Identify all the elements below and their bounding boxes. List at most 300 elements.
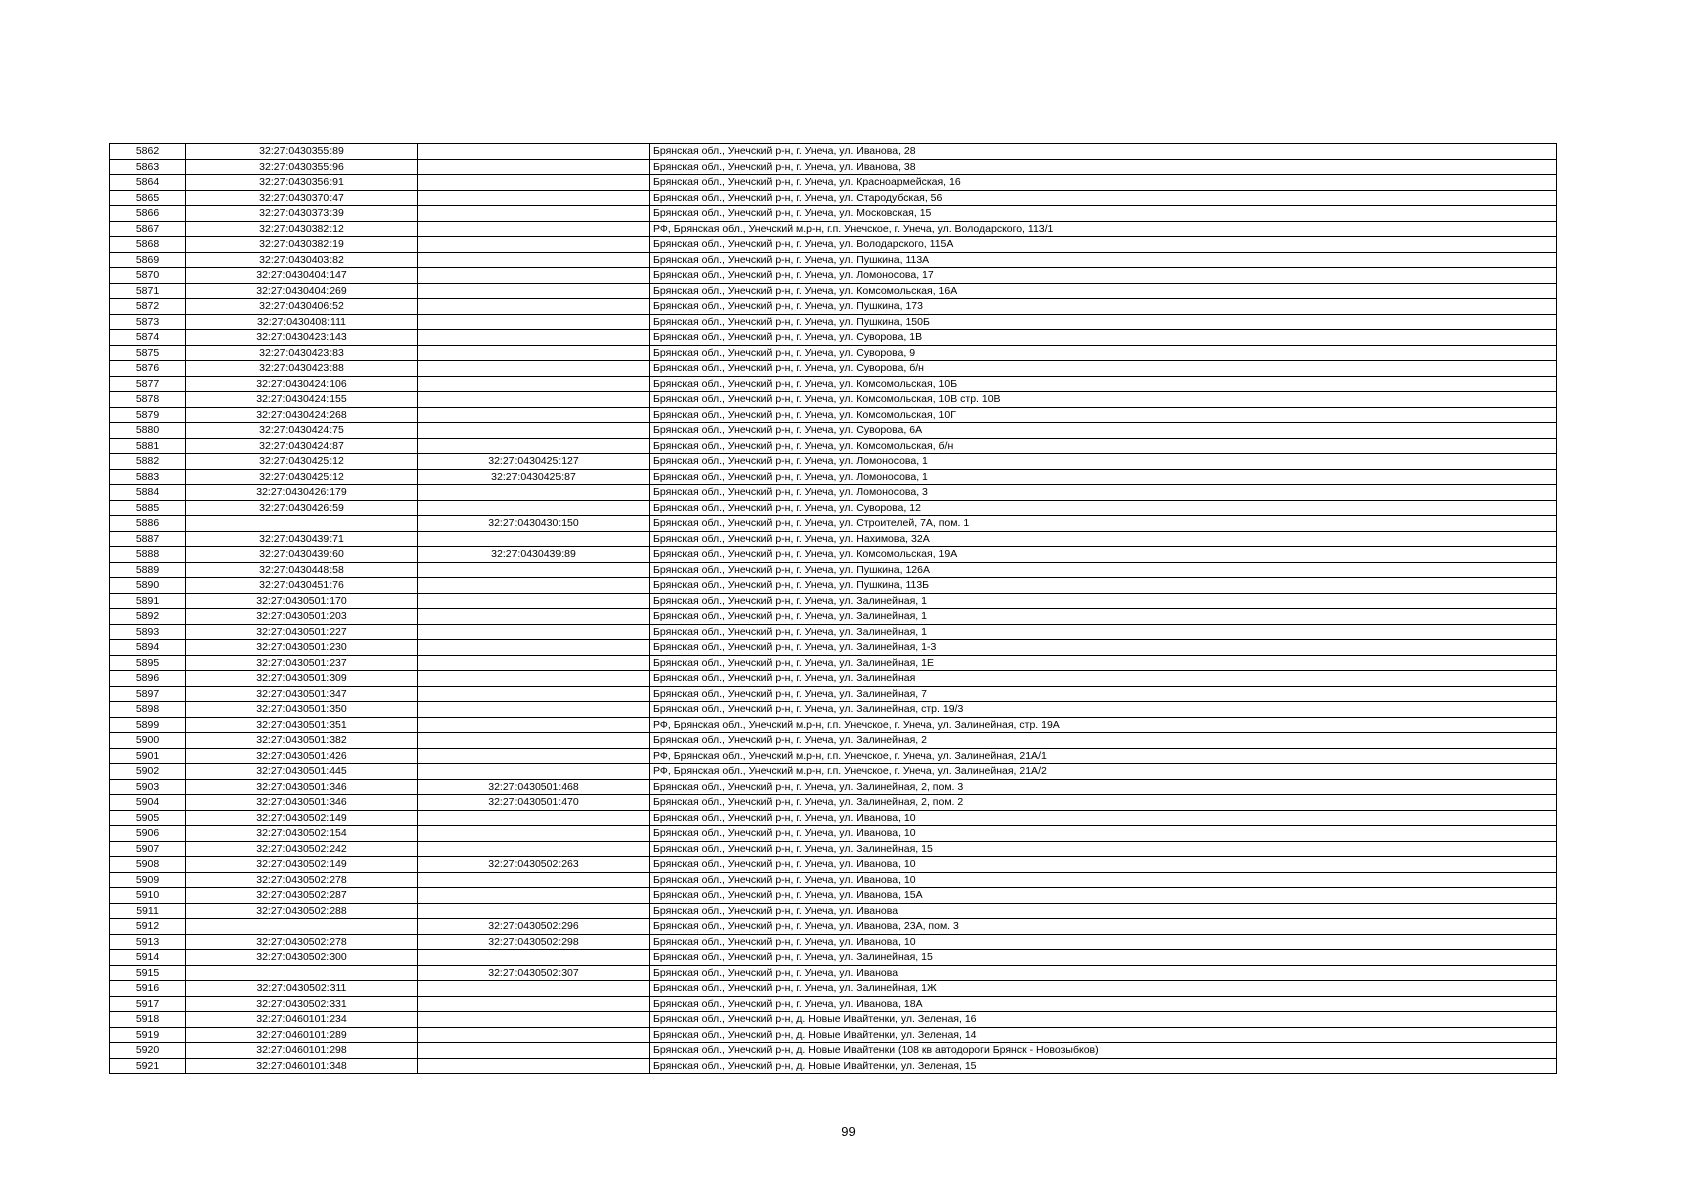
building-cadastral-cell — [418, 283, 650, 299]
row-number-cell: 5900 — [110, 733, 186, 749]
building-cadastral-cell — [418, 578, 650, 594]
table-row — [110, 981, 1557, 997]
table-row — [110, 531, 1557, 547]
table-row — [110, 950, 1557, 966]
land-cadastral-cell: 32:27:0430501:230 — [186, 640, 418, 656]
address-cell: Брянская обл., Унечский р-н, г. Унеча, ул. Залинейная, 1Ж — [650, 981, 1557, 997]
table-row — [110, 686, 1557, 702]
building-cadastral-cell: 32:27:0430439:89 — [418, 547, 650, 563]
building-cadastral-cell — [418, 562, 650, 578]
table-row — [110, 1043, 1557, 1059]
building-cadastral-cell — [418, 392, 650, 408]
land-cadastral-cell: 32:27:0430502:288 — [186, 903, 418, 919]
table-row — [110, 423, 1557, 439]
row-number-cell: 5897 — [110, 686, 186, 702]
land-cadastral-cell: 32:27:0430439:60 — [186, 547, 418, 563]
row-number-cell: 5863 — [110, 159, 186, 175]
address-cell: РФ, Брянская обл., Унечский м.р-н, г.п. Унечское, г. Унеча, ул. Залинейная, 21А/2 — [650, 764, 1557, 780]
address-cell: Брянская обл., Унечский р-н, г. Унеча, ул. Залинейная, 1 — [650, 624, 1557, 640]
row-number-cell: 5916 — [110, 981, 186, 997]
row-number-cell: 5892 — [110, 609, 186, 625]
address-cell: Брянская обл., Унечский р-н, г. Унеча, ул. Суворова, 1В — [650, 330, 1557, 346]
table-row — [110, 562, 1557, 578]
building-cadastral-cell — [418, 206, 650, 222]
land-cadastral-cell: 32:27:0430404:269 — [186, 283, 418, 299]
table-row — [110, 640, 1557, 656]
table-row — [110, 268, 1557, 284]
property-table-body — [110, 144, 1557, 1074]
table-row — [110, 361, 1557, 377]
land-cadastral-cell: 32:27:0430501:309 — [186, 671, 418, 687]
table-row — [110, 438, 1557, 454]
table-row — [110, 764, 1557, 780]
building-cadastral-cell — [418, 268, 650, 284]
land-cadastral-cell: 32:27:0430502:278 — [186, 872, 418, 888]
address-cell: РФ, Брянская обл., Унечский м.р-н, г.п. Унечское, г. Унеча, ул. Володарского, 113/1 — [650, 221, 1557, 237]
land-cadastral-cell: 32:27:0430370:47 — [186, 190, 418, 206]
building-cadastral-cell: 32:27:0430425:87 — [418, 469, 650, 485]
table-row — [110, 624, 1557, 640]
building-cadastral-cell — [418, 996, 650, 1012]
row-number-cell: 5901 — [110, 748, 186, 764]
table-row — [110, 190, 1557, 206]
building-cadastral-cell: 32:27:0430425:127 — [418, 454, 650, 470]
table-row — [110, 516, 1557, 532]
row-number-cell: 5873 — [110, 314, 186, 330]
building-cadastral-cell — [418, 950, 650, 966]
table-row — [110, 671, 1557, 687]
building-cadastral-cell — [418, 221, 650, 237]
table-row — [110, 593, 1557, 609]
building-cadastral-cell — [418, 748, 650, 764]
address-cell: РФ, Брянская обл., Унечский м.р-н, г.п. Унечское, г. Унеча, ул. Залинейная, стр. 19А — [650, 717, 1557, 733]
table-row — [110, 810, 1557, 826]
address-cell: Брянская обл., Унечский р-н, г. Унеча, ул. Комсомольская, 16А — [650, 283, 1557, 299]
address-cell: Брянская обл., Унечский р-н, г. Унеча, ул. Залинейная, 1 — [650, 609, 1557, 625]
row-number-cell: 5885 — [110, 500, 186, 516]
land-cadastral-cell: 32:27:0430355:96 — [186, 159, 418, 175]
building-cadastral-cell: 32:27:0430501:470 — [418, 795, 650, 811]
address-cell: Брянская обл., Унечский р-н, г. Унеча, ул. Ломоносова, 1 — [650, 454, 1557, 470]
address-cell: Брянская обл., Унечский р-н, г. Унеча, ул. Ломоносова, 1 — [650, 469, 1557, 485]
land-cadastral-cell: 32:27:0430501:350 — [186, 702, 418, 718]
building-cadastral-cell: 32:27:0430502:263 — [418, 857, 650, 873]
row-number-cell: 5906 — [110, 826, 186, 842]
address-cell: Брянская обл., Унечский р-н, г. Унеча, ул. Залинейная, 1Е — [650, 655, 1557, 671]
land-cadastral-cell: 32:27:0430425:12 — [186, 454, 418, 470]
table-row — [110, 1012, 1557, 1028]
land-cadastral-cell: 32:27:0430424:155 — [186, 392, 418, 408]
address-cell: Брянская обл., Унечский р-н, г. Унеча, ул. Комсомольская, 10В стр. 10В — [650, 392, 1557, 408]
row-number-cell: 5905 — [110, 810, 186, 826]
address-cell: Брянская обл., Унечский р-н, г. Унеча, ул. Иванова, 23А, пом. 3 — [650, 919, 1557, 935]
row-number-cell: 5874 — [110, 330, 186, 346]
row-number-cell: 5867 — [110, 221, 186, 237]
building-cadastral-cell — [418, 299, 650, 315]
building-cadastral-cell — [418, 144, 650, 160]
table-row — [110, 547, 1557, 563]
row-number-cell: 5884 — [110, 485, 186, 501]
row-number-cell: 5864 — [110, 175, 186, 191]
land-cadastral-cell: 32:27:0430423:143 — [186, 330, 418, 346]
table-row — [110, 1027, 1557, 1043]
building-cadastral-cell — [418, 500, 650, 516]
table-row — [110, 237, 1557, 253]
land-cadastral-cell: 32:27:0430502:331 — [186, 996, 418, 1012]
row-number-cell: 5878 — [110, 392, 186, 408]
building-cadastral-cell — [418, 702, 650, 718]
table-row — [110, 872, 1557, 888]
building-cadastral-cell — [418, 841, 650, 857]
address-cell: Брянская обл., Унечский р-н, г. Унеча, ул. Суворова, 12 — [650, 500, 1557, 516]
page-number: 99 — [841, 1124, 856, 1139]
land-cadastral-cell: 32:27:0430502:242 — [186, 841, 418, 857]
land-cadastral-cell: 32:27:0430406:52 — [186, 299, 418, 315]
address-cell: Брянская обл., Унечский р-н, г. Унеча, ул. Стародубская, 56 — [650, 190, 1557, 206]
address-cell: Брянская обл., Унечский р-н, г. Унеча, ул. Залинейная, 2, пом. 2 — [650, 795, 1557, 811]
land-cadastral-cell: 32:27:0430408:111 — [186, 314, 418, 330]
land-cadastral-cell: 32:27:0460101:289 — [186, 1027, 418, 1043]
table-row — [110, 826, 1557, 842]
land-cadastral-cell: 32:27:0430501:351 — [186, 717, 418, 733]
table-row — [110, 299, 1557, 315]
building-cadastral-cell — [418, 407, 650, 423]
building-cadastral-cell — [418, 175, 650, 191]
row-number-cell: 5877 — [110, 376, 186, 392]
building-cadastral-cell — [418, 361, 650, 377]
land-cadastral-cell: 32:27:0430502:149 — [186, 857, 418, 873]
address-cell: Брянская обл., Унечский р-н, д. Новые Ивайтенки, ул. Зеленая, 16 — [650, 1012, 1557, 1028]
row-number-cell: 5875 — [110, 345, 186, 361]
row-number-cell: 5915 — [110, 965, 186, 981]
building-cadastral-cell — [418, 624, 650, 640]
row-number-cell: 5865 — [110, 190, 186, 206]
address-cell: Брянская обл., Унечский р-н, г. Унеча, ул. Московская, 15 — [650, 206, 1557, 222]
building-cadastral-cell — [418, 655, 650, 671]
row-number-cell: 5902 — [110, 764, 186, 780]
row-number-cell: 5913 — [110, 934, 186, 950]
address-cell: Брянская обл., Унечский р-н, г. Унеча, ул. Залинейная, 15 — [650, 841, 1557, 857]
address-cell: Брянская обл., Унечский р-н, г. Унеча, ул. Иванова, 38 — [650, 159, 1557, 175]
address-cell: Брянская обл., Унечский р-н, г. Унеча, ул. Иванова, 10 — [650, 810, 1557, 826]
row-number-cell: 5918 — [110, 1012, 186, 1028]
table-row — [110, 469, 1557, 485]
building-cadastral-cell — [418, 190, 650, 206]
land-cadastral-cell — [186, 516, 418, 532]
address-cell: Брянская обл., Унечский р-н, д. Новые Ивайтенки (108 кв автодороги Брянск - Новозыбков) — [650, 1043, 1557, 1059]
table-row — [110, 609, 1557, 625]
building-cadastral-cell — [418, 872, 650, 888]
land-cadastral-cell: 32:27:0430501:346 — [186, 779, 418, 795]
address-cell: Брянская обл., Унечский р-н, г. Унеча, ул. Иванова — [650, 965, 1557, 981]
address-cell: Брянская обл., Унечский р-н, г. Унеча, ул. Комсомольская, 10Б — [650, 376, 1557, 392]
land-cadastral-cell: 32:27:0430423:88 — [186, 361, 418, 377]
address-cell: Брянская обл., Унечский р-н, г. Унеча, ул. Суворова, 6А — [650, 423, 1557, 439]
row-number-cell: 5904 — [110, 795, 186, 811]
building-cadastral-cell — [418, 330, 650, 346]
table-row — [110, 252, 1557, 268]
row-number-cell: 5870 — [110, 268, 186, 284]
table-row — [110, 702, 1557, 718]
building-cadastral-cell — [418, 485, 650, 501]
row-number-cell: 5871 — [110, 283, 186, 299]
row-number-cell: 5908 — [110, 857, 186, 873]
table-row — [110, 144, 1557, 160]
address-cell: Брянская обл., Унечский р-н, г. Унеча, ул. Комсомольская, б/н — [650, 438, 1557, 454]
table-row — [110, 206, 1557, 222]
table-row — [110, 330, 1557, 346]
land-cadastral-cell: 32:27:0430424:87 — [186, 438, 418, 454]
row-number-cell: 5910 — [110, 888, 186, 904]
row-number-cell: 5886 — [110, 516, 186, 532]
table-row — [110, 407, 1557, 423]
address-cell: Брянская обл., Унечский р-н, г. Унеча, ул. Иванова, 28 — [650, 144, 1557, 160]
building-cadastral-cell — [418, 314, 650, 330]
address-cell: РФ, Брянская обл., Унечский м.р-н, г.п. Унечское, г. Унеча, ул. Залинейная, 21А/1 — [650, 748, 1557, 764]
building-cadastral-cell — [418, 423, 650, 439]
address-cell: Брянская обл., Унечский р-н, г. Унеча, ул. Залинейная, 1-3 — [650, 640, 1557, 656]
row-number-cell: 5921 — [110, 1058, 186, 1074]
land-cadastral-cell: 32:27:0430403:82 — [186, 252, 418, 268]
building-cadastral-cell — [418, 159, 650, 175]
address-cell: Брянская обл., Унечский р-н, г. Унеча, ул. Ломоносова, 17 — [650, 268, 1557, 284]
property-table — [109, 143, 1557, 1074]
table-row — [110, 485, 1557, 501]
building-cadastral-cell — [418, 810, 650, 826]
building-cadastral-cell: 32:27:0430502:307 — [418, 965, 650, 981]
address-cell: Брянская обл., Унечский р-н, г. Унеча, ул. Иванова, 10 — [650, 872, 1557, 888]
table-row — [110, 965, 1557, 981]
address-cell: Брянская обл., Унечский р-н, г. Унеча, ул. Володарского, 115А — [650, 237, 1557, 253]
land-cadastral-cell: 32:27:0430424:268 — [186, 407, 418, 423]
land-cadastral-cell: 32:27:0430425:12 — [186, 469, 418, 485]
table-row — [110, 748, 1557, 764]
address-cell: Брянская обл., Унечский р-н, г. Унеча, ул. Иванова, 18А — [650, 996, 1557, 1012]
row-number-cell: 5890 — [110, 578, 186, 594]
land-cadastral-cell: 32:27:0430426:59 — [186, 500, 418, 516]
building-cadastral-cell — [418, 981, 650, 997]
address-cell: Брянская обл., Унечский р-н, г. Унеча, ул. Залинейная — [650, 671, 1557, 687]
table-row — [110, 996, 1557, 1012]
building-cadastral-cell — [418, 609, 650, 625]
land-cadastral-cell — [186, 965, 418, 981]
address-cell: Брянская обл., Унечский р-н, г. Унеча, ул. Иванова — [650, 903, 1557, 919]
land-cadastral-cell: 32:27:0430382:19 — [186, 237, 418, 253]
land-cadastral-cell: 32:27:0430501:237 — [186, 655, 418, 671]
table-row — [110, 314, 1557, 330]
building-cadastral-cell — [418, 1058, 650, 1074]
row-number-cell: 5872 — [110, 299, 186, 315]
land-cadastral-cell: 32:27:0430501:227 — [186, 624, 418, 640]
building-cadastral-cell — [418, 764, 650, 780]
land-cadastral-cell: 32:27:0460101:298 — [186, 1043, 418, 1059]
address-cell: Брянская обл., Унечский р-н, г. Унеча, ул. Комсомольская, 10Г — [650, 407, 1557, 423]
address-cell: Брянская обл., Унечский р-н, г. Унеча, ул. Пушкина, 126А — [650, 562, 1557, 578]
row-number-cell: 5889 — [110, 562, 186, 578]
table-row — [110, 717, 1557, 733]
row-number-cell: 5903 — [110, 779, 186, 795]
row-number-cell: 5880 — [110, 423, 186, 439]
land-cadastral-cell: 32:27:0460101:348 — [186, 1058, 418, 1074]
row-number-cell: 5879 — [110, 407, 186, 423]
table-row — [110, 578, 1557, 594]
address-cell: Брянская обл., Унечский р-н, г. Унеча, ул. Красноармейская, 16 — [650, 175, 1557, 191]
land-cadastral-cell: 32:27:0430424:75 — [186, 423, 418, 439]
table-row — [110, 175, 1557, 191]
table-row — [110, 376, 1557, 392]
land-cadastral-cell: 32:27:0430424:106 — [186, 376, 418, 392]
land-cadastral-cell: 32:27:0430355:89 — [186, 144, 418, 160]
address-cell: Брянская обл., Унечский р-н, г. Унеча, ул. Пушкина, 150Б — [650, 314, 1557, 330]
table-row — [110, 857, 1557, 873]
address-cell: Брянская обл., Унечский р-н, г. Унеча, ул. Залинейная, стр. 19/3 — [650, 702, 1557, 718]
building-cadastral-cell — [418, 345, 650, 361]
land-cadastral-cell: 32:27:0430382:12 — [186, 221, 418, 237]
address-cell: Брянская обл., Унечский р-н, г. Унеча, ул. Залинейная, 2 — [650, 733, 1557, 749]
land-cadastral-cell: 32:27:0430373:39 — [186, 206, 418, 222]
land-cadastral-cell: 32:27:0430448:58 — [186, 562, 418, 578]
table-row — [110, 221, 1557, 237]
row-number-cell: 5912 — [110, 919, 186, 935]
building-cadastral-cell — [418, 888, 650, 904]
row-number-cell: 5895 — [110, 655, 186, 671]
land-cadastral-cell: 32:27:0430501:445 — [186, 764, 418, 780]
building-cadastral-cell — [418, 1043, 650, 1059]
building-cadastral-cell — [418, 717, 650, 733]
table-row — [110, 733, 1557, 749]
land-cadastral-cell: 32:27:0430502:300 — [186, 950, 418, 966]
building-cadastral-cell — [418, 531, 650, 547]
address-cell: Брянская обл., Унечский р-н, г. Унеча, ул. Иванова, 15А — [650, 888, 1557, 904]
building-cadastral-cell — [418, 1027, 650, 1043]
address-cell: Брянская обл., Унечский р-н, г. Унеча, ул. Иванова, 10 — [650, 857, 1557, 873]
table-row — [110, 903, 1557, 919]
row-number-cell: 5917 — [110, 996, 186, 1012]
land-cadastral-cell: 32:27:0430404:147 — [186, 268, 418, 284]
building-cadastral-cell: 32:27:0430430:150 — [418, 516, 650, 532]
table-row — [110, 345, 1557, 361]
row-number-cell: 5883 — [110, 469, 186, 485]
building-cadastral-cell — [418, 903, 650, 919]
row-number-cell: 5876 — [110, 361, 186, 377]
row-number-cell: 5911 — [110, 903, 186, 919]
row-number-cell: 5894 — [110, 640, 186, 656]
building-cadastral-cell — [418, 1012, 650, 1028]
table-row — [110, 392, 1557, 408]
land-cadastral-cell — [186, 919, 418, 935]
row-number-cell: 5882 — [110, 454, 186, 470]
building-cadastral-cell — [418, 671, 650, 687]
table-row — [110, 934, 1557, 950]
table-row — [110, 841, 1557, 857]
land-cadastral-cell: 32:27:0430501:346 — [186, 795, 418, 811]
row-number-cell: 5862 — [110, 144, 186, 160]
building-cadastral-cell: 32:27:0430502:296 — [418, 919, 650, 935]
row-number-cell: 5888 — [110, 547, 186, 563]
land-cadastral-cell: 32:27:0430356:91 — [186, 175, 418, 191]
table-row — [110, 500, 1557, 516]
building-cadastral-cell: 32:27:0430501:468 — [418, 779, 650, 795]
address-cell: Брянская обл., Унечский р-н, г. Унеча, ул. Строителей, 7А, пом. 1 — [650, 516, 1557, 532]
land-cadastral-cell: 32:27:0430501:170 — [186, 593, 418, 609]
address-cell: Брянская обл., Унечский р-н, г. Унеча, ул. Ломоносова, 3 — [650, 485, 1557, 501]
land-cadastral-cell: 32:27:0430501:426 — [186, 748, 418, 764]
table-row — [110, 919, 1557, 935]
address-cell: Брянская обл., Унечский р-н, г. Унеча, ул. Залинейная, 15 — [650, 950, 1557, 966]
building-cadastral-cell — [418, 376, 650, 392]
building-cadastral-cell — [418, 237, 650, 253]
land-cadastral-cell: 32:27:0430501:382 — [186, 733, 418, 749]
building-cadastral-cell — [418, 252, 650, 268]
land-cadastral-cell: 32:27:0460101:234 — [186, 1012, 418, 1028]
table-row — [110, 795, 1557, 811]
land-cadastral-cell: 32:27:0430451:76 — [186, 578, 418, 594]
address-cell: Брянская обл., Унечский р-н, г. Унеча, ул. Суворова, б/н — [650, 361, 1557, 377]
row-number-cell: 5866 — [110, 206, 186, 222]
row-number-cell: 5881 — [110, 438, 186, 454]
address-cell: Брянская обл., Унечский р-н, д. Новые Ивайтенки, ул. Зеленая, 14 — [650, 1027, 1557, 1043]
row-number-cell: 5919 — [110, 1027, 186, 1043]
table-row — [110, 159, 1557, 175]
land-cadastral-cell: 32:27:0430501:347 — [186, 686, 418, 702]
row-number-cell: 5887 — [110, 531, 186, 547]
table-row — [110, 454, 1557, 470]
row-number-cell: 5898 — [110, 702, 186, 718]
table-row — [110, 655, 1557, 671]
land-cadastral-cell: 32:27:0430502:287 — [186, 888, 418, 904]
land-cadastral-cell: 32:27:0430502:311 — [186, 981, 418, 997]
row-number-cell: 5914 — [110, 950, 186, 966]
land-cadastral-cell: 32:27:0430439:71 — [186, 531, 418, 547]
row-number-cell: 5907 — [110, 841, 186, 857]
address-cell: Брянская обл., Унечский р-н, г. Унеча, ул. Пушкина, 113Б — [650, 578, 1557, 594]
building-cadastral-cell — [418, 438, 650, 454]
land-cadastral-cell: 32:27:0430502:154 — [186, 826, 418, 842]
address-cell: Брянская обл., Унечский р-н, г. Унеча, ул. Залинейная, 2, пом. 3 — [650, 779, 1557, 795]
row-number-cell: 5891 — [110, 593, 186, 609]
row-number-cell: 5920 — [110, 1043, 186, 1059]
building-cadastral-cell: 32:27:0430502:298 — [418, 934, 650, 950]
address-cell: Брянская обл., Унечский р-н, г. Унеча, ул. Пушкина, 173 — [650, 299, 1557, 315]
row-number-cell: 5893 — [110, 624, 186, 640]
address-cell: Брянская обл., Унечский р-н, г. Унеча, ул. Залинейная, 1 — [650, 593, 1557, 609]
table-row — [110, 888, 1557, 904]
row-number-cell: 5868 — [110, 237, 186, 253]
address-cell: Брянская обл., Унечский р-н, г. Унеча, ул. Нахимова, 32А — [650, 531, 1557, 547]
table-row — [110, 283, 1557, 299]
land-cadastral-cell: 32:27:0430426:179 — [186, 485, 418, 501]
row-number-cell: 5909 — [110, 872, 186, 888]
land-cadastral-cell: 32:27:0430423:83 — [186, 345, 418, 361]
building-cadastral-cell — [418, 733, 650, 749]
row-number-cell: 5896 — [110, 671, 186, 687]
building-cadastral-cell — [418, 640, 650, 656]
building-cadastral-cell — [418, 826, 650, 842]
building-cadastral-cell — [418, 686, 650, 702]
address-cell: Брянская обл., Унечский р-н, г. Унеча, ул. Пушкина, 113А — [650, 252, 1557, 268]
table-row — [110, 779, 1557, 795]
land-cadastral-cell: 32:27:0430502:278 — [186, 934, 418, 950]
address-cell: Брянская обл., Унечский р-н, г. Унеча, ул. Комсомольская, 19А — [650, 547, 1557, 563]
land-cadastral-cell: 32:27:0430502:149 — [186, 810, 418, 826]
row-number-cell: 5899 — [110, 717, 186, 733]
address-cell: Брянская обл., Унечский р-н, г. Унеча, ул. Иванова, 10 — [650, 826, 1557, 842]
address-cell: Брянская обл., Унечский р-н, г. Унеча, ул. Иванова, 10 — [650, 934, 1557, 950]
address-cell: Брянская обл., Унечский р-н, д. Новые Ивайтенки, ул. Зеленая, 15 — [650, 1058, 1557, 1074]
row-number-cell: 5869 — [110, 252, 186, 268]
address-cell: Брянская обл., Унечский р-н, г. Унеча, ул. Залинейная, 7 — [650, 686, 1557, 702]
address-cell: Брянская обл., Унечский р-н, г. Унеча, ул. Суворова, 9 — [650, 345, 1557, 361]
